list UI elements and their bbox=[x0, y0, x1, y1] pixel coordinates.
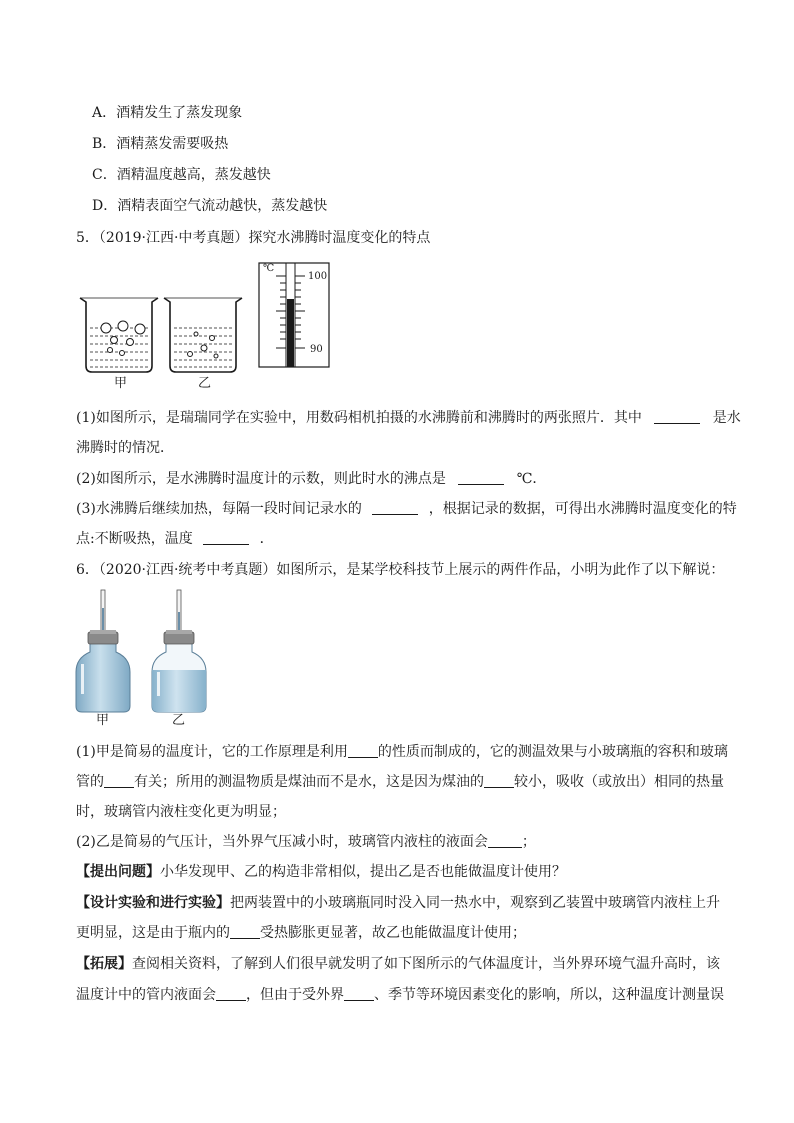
answer-blank[interactable] bbox=[488, 833, 522, 848]
q6-extension-line2 bbox=[76, 986, 724, 1004]
beaker-yi bbox=[160, 292, 250, 382]
q6-part1-line2 bbox=[76, 773, 724, 791]
answer-blank[interactable] bbox=[344, 986, 374, 1001]
q5-part3 bbox=[76, 500, 737, 518]
q5-part2 bbox=[76, 470, 546, 488]
option-d: D．酒精表面空气流动越快，蒸发越快 bbox=[92, 198, 328, 214]
q5-part1-cont: 沸腾时的情况． bbox=[76, 440, 174, 456]
q5-header: 5．（2019·江西·中考真题）探究水沸腾时温度变化的特点 bbox=[76, 230, 431, 246]
experiment-tag: 【设计实验和进行实验】 bbox=[76, 895, 230, 911]
q5-part3-text-d: ． bbox=[259, 531, 274, 547]
q6-part1-text-c: 管的 bbox=[76, 774, 104, 790]
q6-part1-text-d: 有关；所用的测温物质是煤油而不是水，这是因为煤油的 bbox=[134, 774, 484, 790]
bottle-jia bbox=[74, 590, 134, 715]
q5-part3-text-c: 点:不断吸热，温度 bbox=[76, 531, 193, 547]
q6-part1-line1 bbox=[76, 743, 728, 761]
experiment-text-a: 把两装置中的小玻璃瓶同时没入同一热水中，观察到乙装置中玻璃管内液柱上升 bbox=[230, 895, 720, 911]
thermometer-unit: ℃ bbox=[263, 263, 275, 274]
q5-part1-text-a: (1)如图所示，是瑞瑞同学在实验中，用数码相机拍摄的水沸腾前和沸腾时的两张照片．其中 bbox=[76, 410, 642, 426]
experiment-text-b: 更明显，这是由于瓶内的 bbox=[76, 925, 230, 941]
experiment-text-c: 受热膨胀更显著，故乙也能做温度计使用； bbox=[260, 925, 526, 941]
extension-text-c: ，但由于受外界 bbox=[246, 987, 344, 1003]
answer-blank[interactable] bbox=[372, 500, 418, 515]
option-a: A．酒精发生了蒸发现象 bbox=[92, 105, 243, 121]
answer-blank[interactable] bbox=[484, 773, 514, 788]
answer-blank[interactable] bbox=[230, 924, 260, 939]
extension-text-d: 、季节等环境因素变化的影响，所以，这种温度计测量误 bbox=[374, 987, 724, 1003]
option-b: B．酒精蒸发需要吸热 bbox=[92, 136, 229, 152]
q5-part1-text-b: 是水 bbox=[712, 410, 741, 426]
q6-header: 6．（2020·江西·统考中考真题）如图所示，是某学校科技节上展示的两件作品，小明为此作了以下解说： bbox=[76, 562, 725, 578]
answer-blank[interactable] bbox=[203, 530, 249, 545]
answer-blank[interactable] bbox=[216, 986, 246, 1001]
q6-extension-line1 bbox=[76, 955, 720, 973]
option-c: C．酒精温度越高，蒸发越快 bbox=[92, 167, 271, 183]
beaker-jia bbox=[76, 292, 166, 382]
bottle-yi bbox=[150, 590, 210, 715]
q6-part1-text-b: 的性质而制成的，它的测温效果与小玻璃瓶的容积和玻璃 bbox=[377, 744, 728, 760]
q5-part3-text-b: ，根据记录的数据，可得出水沸腾时温度变化的特 bbox=[428, 501, 737, 517]
bottle-yi-label: 乙 bbox=[172, 713, 186, 728]
q5-part2-text-b: ℃． bbox=[516, 471, 547, 487]
extension-text-b: 温度计中的管内液面会 bbox=[76, 987, 216, 1003]
q6-part1-text-e: 较小，吸收（或放出）相同的热量 bbox=[514, 774, 724, 790]
q6-part2-text-a: (2)乙是简易的气压计，当外界气压减小时，玻璃管内液柱的液面会 bbox=[76, 834, 488, 850]
thermometer-top-value: 100 bbox=[308, 271, 328, 282]
q5-part2-text-a: (2)如图所示，是水沸腾时温度计的示数，则此时水的沸点是 bbox=[76, 471, 446, 487]
q6-part2-text-b: ； bbox=[521, 834, 536, 850]
q5-part1 bbox=[76, 409, 741, 427]
thermometer-bottom-value: 90 bbox=[310, 344, 323, 355]
answer-blank[interactable] bbox=[104, 773, 134, 788]
q5-part3-cont bbox=[76, 530, 274, 548]
q6-part1-line3: 时，玻璃管内液柱变化更为明显； bbox=[76, 804, 286, 820]
extension-text-a: 查阅相关资料，了解到人们很早就发明了如下图所示的气体温度计，当外界环境气温升高时，该 bbox=[132, 956, 720, 972]
q6-part1-text-a: (1)甲是简易的温度计，它的工作原理是利用 bbox=[76, 744, 348, 760]
answer-blank[interactable] bbox=[348, 743, 378, 758]
bottle-jia-label: 甲 bbox=[96, 713, 110, 728]
q6-experiment-line1 bbox=[76, 894, 720, 912]
answer-blank[interactable] bbox=[458, 470, 504, 485]
beaker-jia-label: 甲 bbox=[114, 376, 128, 391]
answer-blank[interactable] bbox=[654, 409, 700, 424]
q6-part2 bbox=[76, 833, 536, 851]
ask-text: 小华发现甲、乙的构造非常相似，提出乙是否也能做温度计使用？ bbox=[160, 864, 566, 880]
ask-tag: 【提出问题】 bbox=[76, 864, 160, 880]
q6-ask bbox=[76, 863, 566, 881]
q5-part3-text-a: (3)水沸腾后继续加热，每隔一段时间记录水的 bbox=[76, 501, 362, 517]
q6-experiment-line2 bbox=[76, 924, 526, 942]
beaker-yi-label: 乙 bbox=[198, 376, 212, 391]
extension-tag: 【拓展】 bbox=[76, 956, 132, 972]
